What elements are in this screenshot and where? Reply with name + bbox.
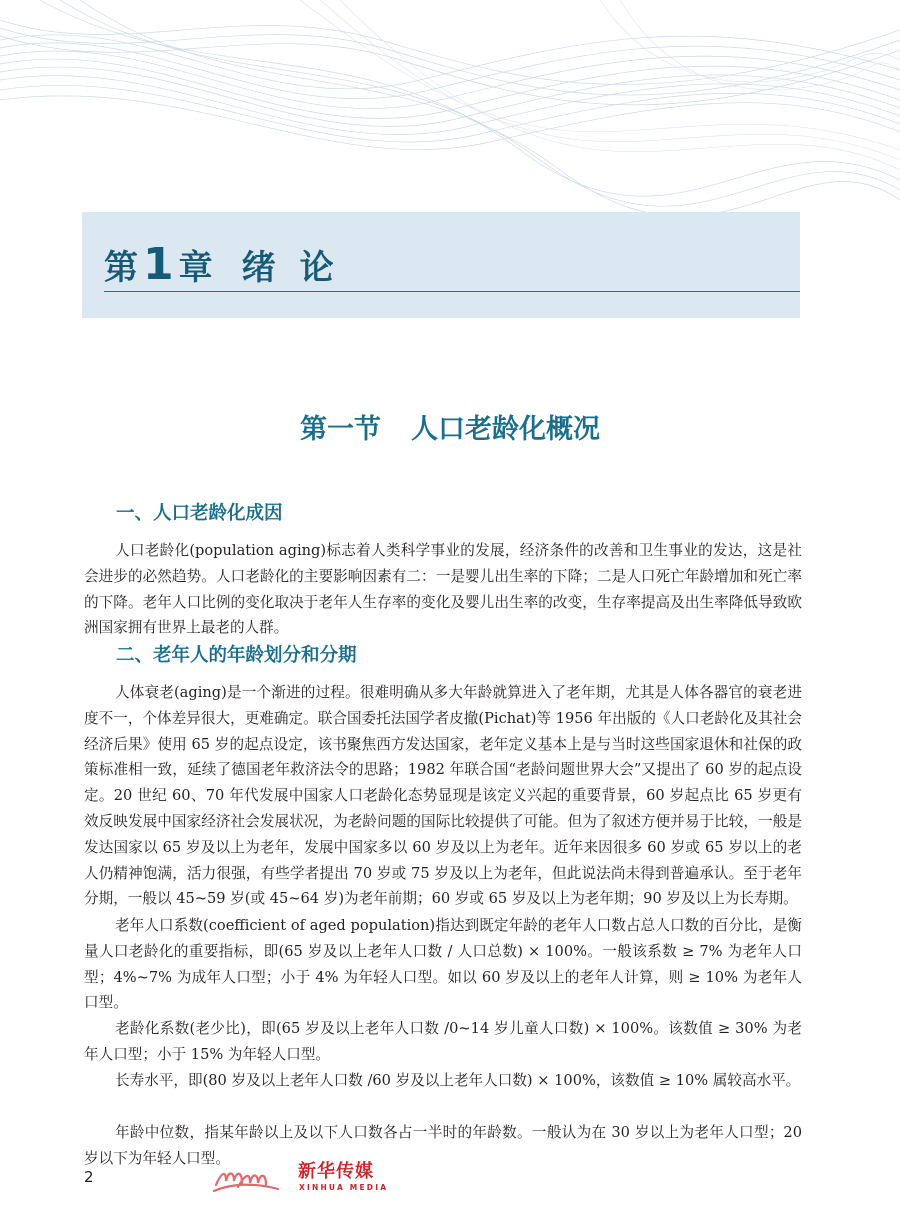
publisher-name: 新华传媒: [298, 1161, 374, 1182]
publisher-logo: [212, 1161, 412, 1197]
page-number: 2: [84, 1168, 94, 1186]
heading-age-division: 二、老年人的年龄划分和分期: [116, 645, 357, 666]
chapter-prefix: 第: [104, 248, 139, 288]
heading-causes: 一、人口老龄化成因: [116, 503, 283, 524]
section-name: 人口老龄化概况: [411, 414, 600, 445]
section-label: 第一节: [300, 414, 381, 445]
chapter-name: 绪论: [241, 248, 358, 288]
paragraph-aged-coefficient: 老年人口系数(coefficient of aged population)指达到既定年龄的老年人口数占总人口数的百分比，是衡量人口老龄化的重要指标，即(65 岁及以上老年人口数 / 人口总数) × 100%。一般该系数 ≥ 7% 为老年人口型；4%~7% 为成年人口型；小于 4% 为年轻人口型。如以 60 岁及以上的老年人计算，则 ≥ 10% 为老年人口型。: [84, 917, 802, 1012]
publisher-name-en: XINHUA MEDIA: [299, 1183, 389, 1192]
publisher-mark-icon: [212, 1161, 282, 1195]
chapter-suffix: 章: [178, 248, 214, 288]
paragraph-median-age: 年龄中位数，指某年龄以上及以下人口数各占一半时的年龄数。一般认为在 30 岁以上为老年人口型；20 岁以下为年轻人口型。: [84, 1124, 802, 1167]
paragraph-causes: 人口老龄化(population aging)标志着人类科学事业的发展，经济条件的改善和卫生事业的发达，这是社会进步的必然趋势。人口老龄化的主要影响因素有二：一是婴儿出生率的下降；二是人口死亡年龄增加和死亡率的下降。老年人口比例的变化取决于老年人生存率的变化及婴儿出生率的改变，生存率提高及出生率降低导致欧洲国家拥有世界上最老的人群。: [84, 542, 802, 637]
chapter-number: 1: [143, 239, 175, 290]
paragraph-longevity: 长寿水平，即(80 岁及以上老年人口数 /60 岁及以上老年人口数) × 100%，该数值 ≥ 10% 属较高水平。: [115, 1072, 801, 1089]
paragraph-age-division: 人体衰老(aging)是一个渐进的过程。很难明确从多大年龄就算进入了老年期，尤其是人体各器官的衰老进度不一，个体差异很大，更难确定。联合国委托法国学者皮撤(Pichat)等 1956 年出版的《人口老龄化及其社会经济后果》使用 65 岁的起点设定，该书聚焦西方发达国家，老年定义基本上是与当时这些国家退休和社保的政策标准相一致，延续了德国老年救济法令的思路；1982 年联合国“老龄问题世界大会”又提出了 60 岁的起点设定。20 世纪 60、70 年代发展中国家人口老龄化态势显现是该定义兴起的重要背景，60 岁起点比 65 岁更有效反映发展中国家经济社会发展状况，为老龄问题的国际比较提供了可能。但为了叙述方便并易于比较，一般是发达国家以 65 岁及以上为老年，发展中国家多以 60 岁及以上为老年。近年来因很多 60 岁或 65 岁以上的老人仍精神饱满，活力很强，有些学者提出 70 岁或 75 岁及以上为老年，但此说法尚未得到普遍承认。至于老年分期，一般以 45~59 岁(或 45~64 岁)为老年前期；60 岁或 65 岁及以上为老年期；90 岁及以上为长寿期。: [84, 684, 802, 908]
chapter-divider: [104, 291, 800, 292]
paragraph-aging-coefficient: 老龄化系数(老少比)，即(65 岁及以上老年人口数 /0~14 岁儿童人口数) × 100%。该数值 ≥ 30% 为老年人口型；小于 15% 为年轻人口型。: [84, 1020, 802, 1063]
chapter-title: [104, 240, 358, 293]
section-title: [0, 410, 900, 450]
